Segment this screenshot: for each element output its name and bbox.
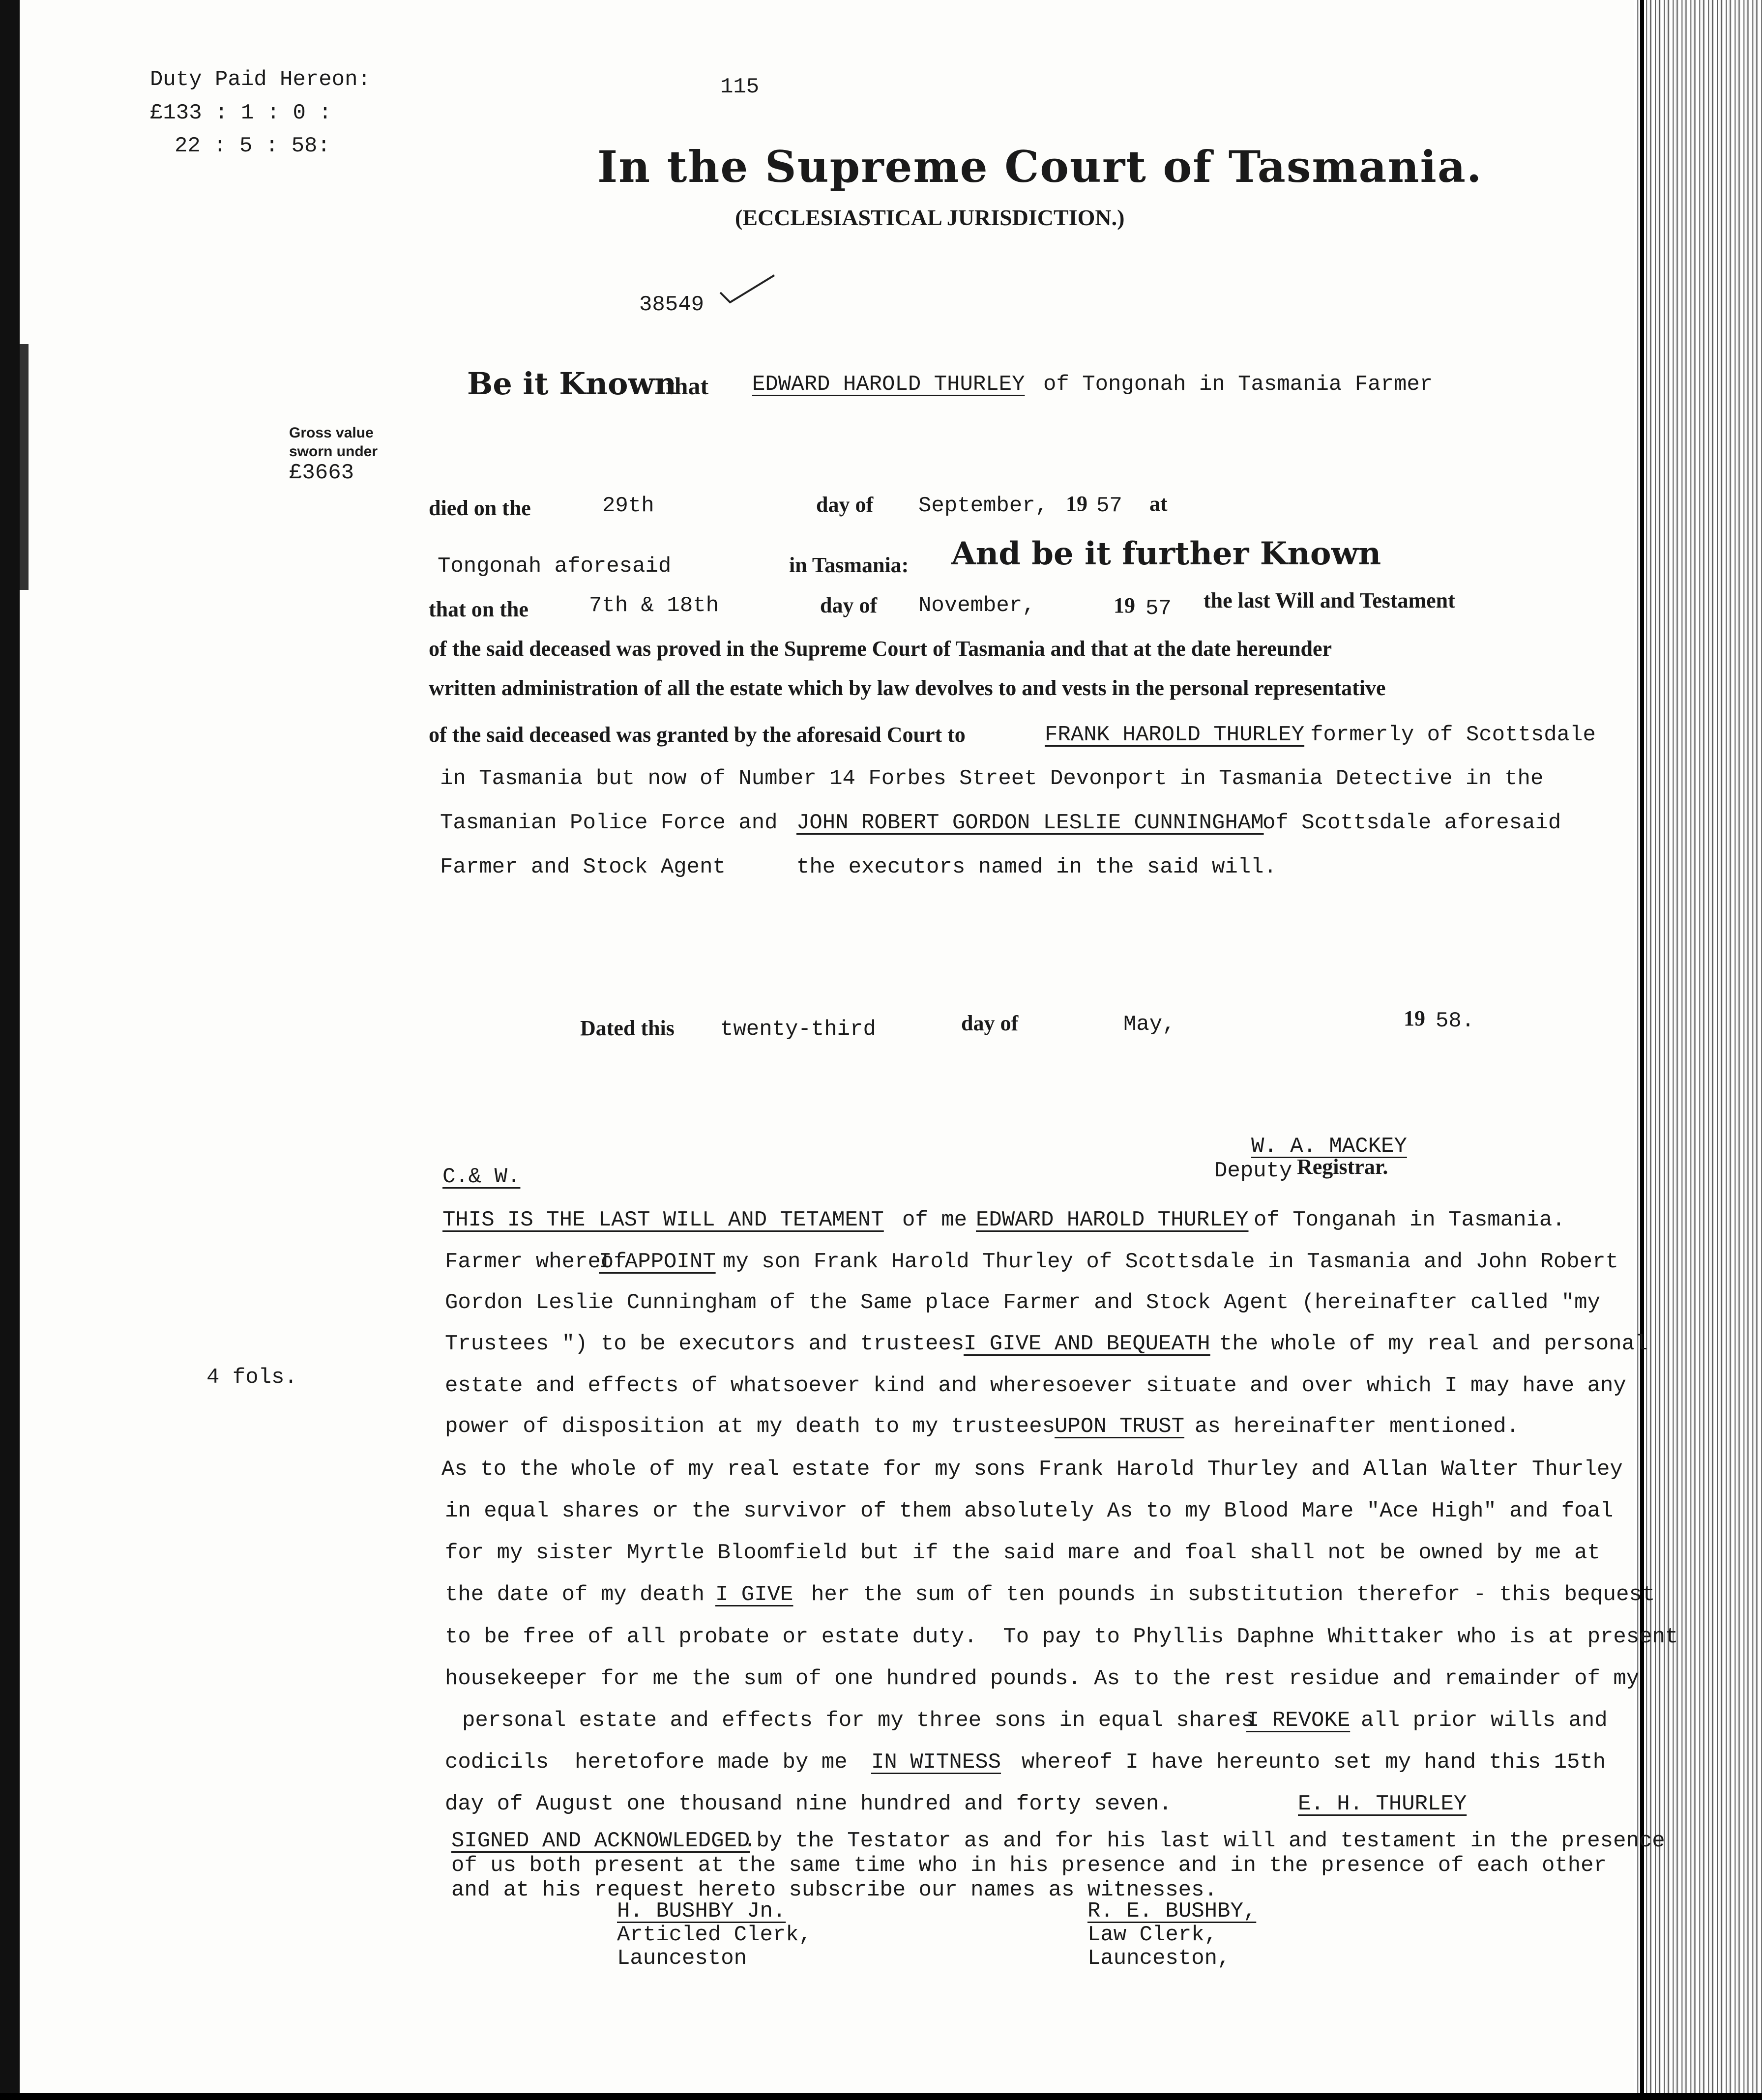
i-appoint: I APPOINT bbox=[599, 1250, 716, 1274]
witness-2-place: Launceston, bbox=[1087, 1946, 1231, 1971]
will-line-6b: as hereinafter mentioned. bbox=[1195, 1414, 1520, 1439]
death-year-prefix: 19 bbox=[1066, 492, 1087, 516]
last-will-label: the last Will and Testament bbox=[1204, 588, 1455, 612]
proof-year-prefix: 19 bbox=[1114, 593, 1135, 617]
in-witness: IN WITNESS bbox=[871, 1750, 1001, 1775]
executor-2-name: JOHN ROBERT GORDON LESLIE CUNNINGHAM bbox=[796, 811, 1264, 835]
day-of-label-2: day of bbox=[820, 593, 878, 617]
will-line-4a: Trustees ") to be executors and trustees bbox=[445, 1332, 965, 1356]
registrar-title-deputy: Deputy bbox=[1214, 1159, 1292, 1183]
duty-paid-label: Duty Paid Hereon: bbox=[150, 67, 371, 92]
file-number: 38549 bbox=[639, 292, 705, 317]
duty-amount: £133 : 1 : 0 : bbox=[150, 101, 332, 125]
will-line-9: for my sister Myrtle Bloomfield but if the said mare and foal shall not be owned by me at bbox=[445, 1541, 1600, 1565]
registrar-title: Registrar. bbox=[1297, 1155, 1388, 1179]
in-tasmania-label: in Tasmania: bbox=[789, 553, 909, 577]
executors-named-text: the executors named in the said will. bbox=[796, 855, 1277, 879]
executor-1-name: FRANK HAROLD THURLEY bbox=[1045, 723, 1305, 747]
that-on-the-label: that on the bbox=[429, 597, 529, 621]
at-label: at bbox=[1149, 492, 1168, 516]
will-line-10b: her the sum of ten pounds in substitution therefor - this bequest bbox=[811, 1582, 1655, 1607]
upon-trust: UPON TRUST bbox=[1055, 1414, 1185, 1439]
i-give-and-bequeath: I GIVE AND BEQUEATH bbox=[964, 1332, 1210, 1356]
check-mark-icon bbox=[718, 273, 777, 307]
death-month: September, bbox=[918, 494, 1049, 518]
scan-binding-mark bbox=[20, 344, 29, 590]
testator-place: of Tonganah in Tasmania. bbox=[1254, 1208, 1565, 1232]
dated-day: twenty-third bbox=[720, 1017, 876, 1042]
proved-line: of the said deceased was proved in the Supreme Court of Tasmania and that at the date hereunder bbox=[429, 637, 1332, 661]
will-heading-of-me: of me bbox=[902, 1208, 968, 1232]
will-line-8: in equal shares or the survivor of them absolutely As to my Blood Mare "Ace High" and foal bbox=[445, 1499, 1614, 1523]
died-on-label: died on the bbox=[429, 496, 531, 520]
will-line-6a: power of disposition at my death to my trustees bbox=[445, 1414, 1056, 1439]
will-line-7: As to the whole of my real estate for my sons Frank Harold Thurley and Allan Walter Thurley bbox=[441, 1457, 1623, 1482]
page-number: 115 bbox=[720, 75, 760, 99]
sworn-under-label: sworn under bbox=[289, 443, 378, 460]
attestation-line-3: and at his request hereto subscribe our names as witnesses. bbox=[451, 1878, 1217, 1902]
scan-left-edge bbox=[0, 0, 20, 2100]
will-line-3: Gordon Leslie Cunningham of the Same place Farmer and Stock Agent (hereinafter called "my bbox=[445, 1290, 1600, 1315]
scan-page-border bbox=[1640, 0, 1644, 2100]
proof-year: 57 bbox=[1145, 596, 1172, 621]
further-known-heading: And be it further Known bbox=[951, 535, 1381, 572]
witness-2-title: Law Clerk, bbox=[1087, 1923, 1218, 1947]
i-give: I GIVE bbox=[715, 1582, 793, 1607]
will-line-5: estate and effects of whatsoever kind and wheresoever situate and over which I may have any bbox=[445, 1373, 1626, 1398]
witness-1-title: Articled Clerk, bbox=[617, 1923, 812, 1947]
witness-1-name: H. BUSHBY Jn. bbox=[617, 1899, 786, 1924]
death-place: Tongonah aforesaid bbox=[438, 554, 672, 579]
will-line-4b: the whole of my real and personal bbox=[1219, 1332, 1648, 1356]
gross-value-label: Gross value bbox=[289, 425, 374, 441]
signed-and-acknowledged: SIGNED AND ACKNOWLEDGED bbox=[451, 1829, 750, 1853]
gross-value-amount: £3663 bbox=[289, 461, 354, 485]
will-line-14b: whereof I have hereunto set my hand this 15th bbox=[1022, 1750, 1606, 1775]
will-heading: THIS IS THE LAST WILL AND TETAMENT bbox=[442, 1208, 884, 1232]
witness-1-place: Launceston bbox=[617, 1946, 747, 1971]
copy-mark: C.& W. bbox=[442, 1165, 521, 1189]
testator-signature: E. H. THURLEY bbox=[1298, 1792, 1467, 1816]
duty-date: 22 : 5 : 58: bbox=[175, 134, 330, 158]
that-word: that bbox=[666, 372, 709, 400]
will-line-14a: codicils heretofore made by me bbox=[445, 1750, 848, 1775]
executor-1-description: formerly of Scottsdale bbox=[1310, 723, 1596, 747]
administration-line: written administration of all the estate which by law devolves to and vests in the personal representative bbox=[429, 676, 1386, 700]
be-it-known-heading: Be it Known bbox=[467, 366, 676, 402]
granted-line: of the said deceased was granted by the aforesaid Court to bbox=[429, 723, 966, 747]
registrar-name: W. A. MACKEY bbox=[1251, 1134, 1407, 1159]
witness-2-name: R. E. BUSHBY, bbox=[1087, 1899, 1257, 1924]
testator-name: EDWARD HAROLD THURLEY bbox=[976, 1208, 1249, 1232]
scan-page-stack-edge bbox=[1634, 0, 1762, 2100]
will-line-11: to be free of all probate or estate duty. To pay to Phyllis Daphne Whittaker who is at present bbox=[445, 1625, 1678, 1649]
proof-days: 7th & 18th bbox=[589, 593, 719, 618]
executor-occupation: Farmer and Stock Agent bbox=[440, 855, 726, 879]
attestation-line-1: .by the Testator as and for his last will and testament in the presence bbox=[743, 1829, 1665, 1853]
deceased-description: of Tongonah in Tasmania Farmer bbox=[1043, 372, 1433, 397]
executor-address-line: in Tasmania but now of Number 14 Forbes Street Devonport in Tasmania Detective in the bbox=[440, 766, 1544, 791]
attestation-line-2: of us both present at the same time who in his presence and in the presence of each other bbox=[451, 1853, 1607, 1878]
dated-year-prefix: 19 bbox=[1404, 1006, 1425, 1030]
dated-month: May, bbox=[1123, 1012, 1175, 1037]
will-line-10a: the date of my death bbox=[445, 1582, 705, 1607]
dated-year: 58. bbox=[1436, 1009, 1475, 1033]
will-line-13a: personal estate and effects for my three sons in equal shares bbox=[462, 1708, 1254, 1733]
executor-2-description: of Scottsdale aforesaid bbox=[1263, 811, 1561, 835]
will-line-15: day of August one thousand nine hundred and forty seven. bbox=[445, 1792, 1172, 1816]
jurisdiction-subtitle: (ECCLESIASTICAL JURISDICTION.) bbox=[735, 205, 1125, 230]
will-line-2a: Farmer whereof bbox=[445, 1250, 627, 1274]
folio-count: 4 fols. bbox=[206, 1365, 297, 1390]
day-of-label: day of bbox=[816, 493, 874, 517]
death-day: 29th bbox=[602, 494, 654, 518]
day-of-label-3: day of bbox=[961, 1011, 1019, 1035]
i-revoke: I REVOKE bbox=[1246, 1708, 1351, 1733]
deceased-name: EDWARD HAROLD THURLEY bbox=[752, 372, 1025, 397]
will-line-12: housekeeper for me the sum of one hundred pounds. As to the rest residue and remainder of my bbox=[445, 1666, 1640, 1691]
police-force-text: Tasmanian Police Force and bbox=[440, 811, 778, 835]
death-year: 57 bbox=[1096, 494, 1122, 518]
proof-month: November, bbox=[918, 593, 1035, 618]
dated-this-label: Dated this bbox=[580, 1016, 675, 1040]
court-title: In the Supreme Court of Tasmania. bbox=[597, 141, 1483, 192]
scan-bottom-edge bbox=[0, 2093, 1762, 2100]
will-line-13b: all prior wills and bbox=[1361, 1708, 1608, 1733]
will-line-2b: my son Frank Harold Thurley of Scottsdale in Tasmania and John Robert bbox=[723, 1250, 1618, 1274]
